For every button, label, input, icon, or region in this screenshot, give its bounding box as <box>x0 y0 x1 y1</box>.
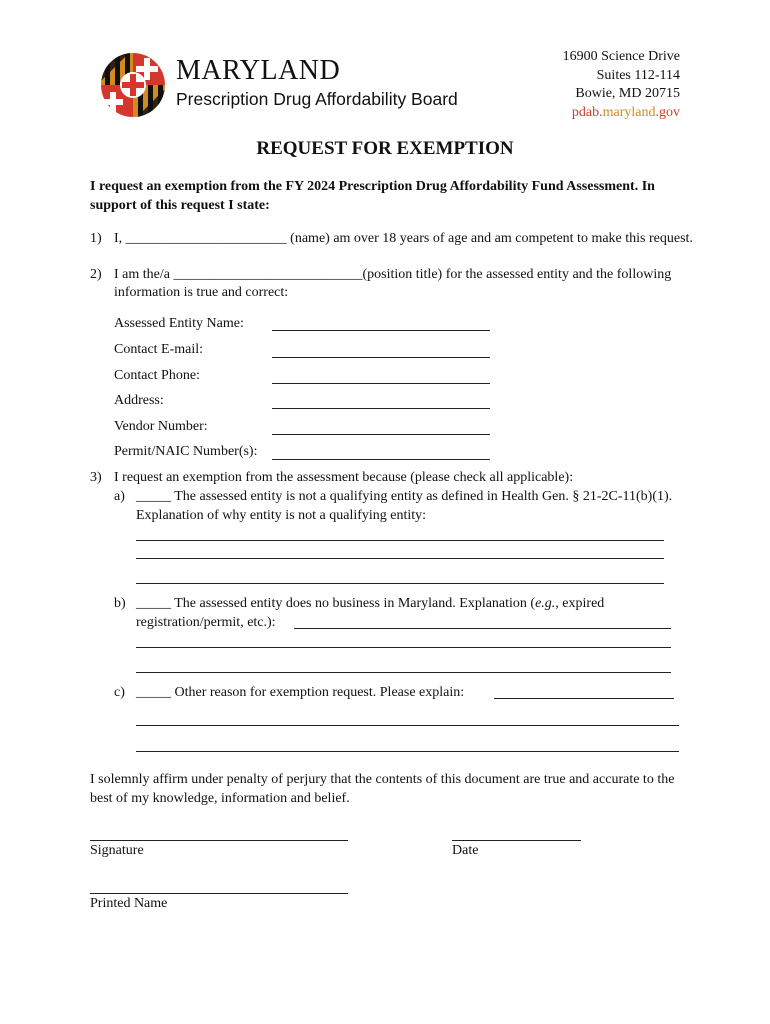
printed-name-label: Printed Name <box>90 896 168 911</box>
item-3-number: 3) <box>90 470 102 485</box>
address-line-3: Bowie, MD 20715 <box>575 86 680 101</box>
website-part-3: .gov <box>655 104 680 120</box>
email-field[interactable] <box>272 357 490 358</box>
reason-b-explanation-line-2[interactable] <box>136 647 671 648</box>
reason-c-checkbox[interactable]: _____ <box>136 685 171 700</box>
reason-b-checkbox[interactable]: _____ <box>136 596 171 611</box>
name-blank[interactable]: _______________________ <box>125 231 287 246</box>
entity-name-field[interactable] <box>272 330 490 331</box>
website-part-2: maryland <box>602 104 656 120</box>
reason-b-desc-post: , expired registration/permit, etc.): <box>136 596 605 630</box>
signature-line[interactable] <box>90 840 348 841</box>
reason-a-explanation-line-2[interactable] <box>136 558 664 559</box>
reason-c-explanation-line-1[interactable] <box>494 698 674 699</box>
intro-statement: I request an exemption from the FY 2024 Prescription Drug Affordability Fund Assessment. In support of this request I state: <box>90 179 655 213</box>
item-1-post: (name) am over 18 years of age and am competent to make this request. <box>286 231 693 246</box>
signature-label: Signature <box>90 843 144 858</box>
reason-b-explanation-line-3[interactable] <box>136 672 671 673</box>
reason-a-explanation-line-3[interactable] <box>136 583 664 584</box>
item-2-number: 2) <box>90 267 102 282</box>
reason-a-letter: a) <box>114 489 125 504</box>
reason-b-desc-eg: e.g. <box>535 596 556 611</box>
affirmation-statement: I solemnly affirm under penalty of perjury that the contents of this document are true and accurate to the best of my knowledge, information and belief. <box>90 772 675 806</box>
maryland-flag-seal-icon <box>100 52 166 118</box>
item-2-pre: I am the/a <box>114 267 174 282</box>
item-1-text <box>114 230 694 248</box>
item-2-post: (position title) for the assessed entity and the following information is true and correct: <box>114 267 672 300</box>
reason-a-description: The assessed entity is not a qualifying entity as defined in Health Gen. § 21-2C-11(b)(1). Explanation of why entity is not a qualifying entity: <box>136 489 673 523</box>
website-link[interactable] <box>563 104 680 123</box>
reason-a-explanation-line-1[interactable] <box>136 540 664 541</box>
document-title: REQUEST FOR EXEMPTION <box>256 138 514 159</box>
reason-c-explanation-line-3[interactable] <box>136 751 679 752</box>
date-line[interactable] <box>452 840 581 841</box>
item-3-text: I request an exemption from the assessment because (please check all applicable): <box>114 470 574 485</box>
item-2-text <box>114 266 694 302</box>
item-1-pre: I, <box>114 231 126 246</box>
email-label: Contact E-mail: <box>114 342 204 357</box>
reason-c-description: Other reason for exemption request. Please explain: <box>174 685 465 700</box>
position-title-blank[interactable]: ___________________________ <box>173 267 363 282</box>
reason-c-explanation-line-2[interactable] <box>136 725 679 726</box>
reason-a-checkbox[interactable]: _____ <box>136 489 171 504</box>
reason-c-text <box>136 683 686 702</box>
vendor-label: Vendor Number: <box>114 419 208 434</box>
vendor-field[interactable] <box>272 434 490 435</box>
address-field[interactable] <box>272 408 490 409</box>
reason-b-letter: b) <box>114 596 126 611</box>
address-line-2: Suites 112-114 <box>596 67 680 83</box>
phone-field[interactable] <box>272 383 490 384</box>
reason-b-explanation-line-1[interactable] <box>294 628 671 629</box>
reason-b-desc-pre: The assessed entity does no business in Maryland. Explanation ( <box>174 596 536 611</box>
reason-c-letter: c) <box>114 685 125 700</box>
website-part-1: pdab. <box>571 104 603 120</box>
permit-field[interactable] <box>272 459 490 460</box>
printed-name-line[interactable] <box>90 893 348 894</box>
address-block <box>563 48 680 122</box>
phone-label: Contact Phone: <box>114 368 200 383</box>
entity-name-label: Assessed Entity Name: <box>114 316 244 331</box>
date-label: Date <box>452 843 479 858</box>
item-1-number: 1) <box>90 231 102 246</box>
address-label: Address: <box>114 393 164 408</box>
org-subtitle: Prescription Drug Affordability Board <box>176 89 458 109</box>
address-line-1: 16900 Science Drive <box>562 49 680 64</box>
org-name: MARYLAND <box>176 55 341 86</box>
reason-b-text <box>136 594 686 632</box>
permit-label: Permit/NAIC Number(s): <box>114 444 258 459</box>
reason-a-text <box>136 487 686 525</box>
